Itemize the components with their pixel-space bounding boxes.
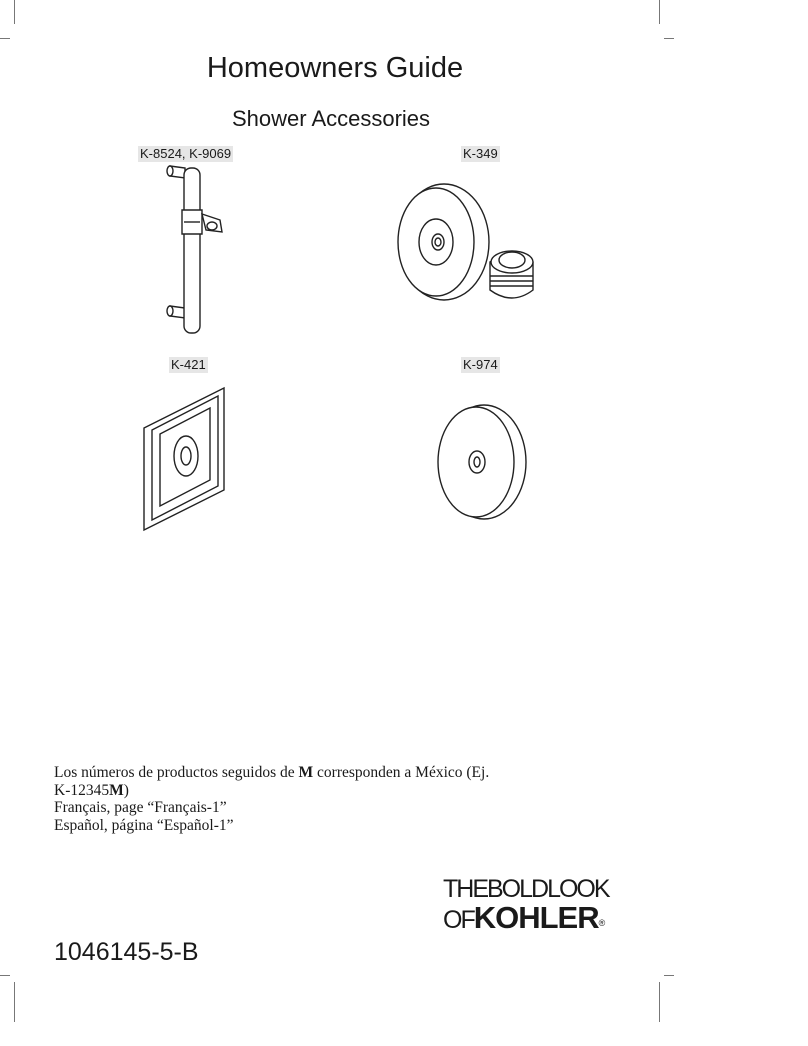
page-subtitle: Shower Accessories (231, 106, 431, 131)
product-label-slide-bar: K-8524, K-9069 (140, 146, 232, 161)
document-number: 1046145-5-B (54, 938, 199, 966)
crop-mark (659, 982, 660, 1022)
round-escutcheon-icon (428, 400, 528, 528)
crop-mark (659, 0, 660, 24)
crop-mark (0, 975, 10, 976)
crop-mark (664, 38, 674, 39)
square-escutcheon-icon (138, 384, 230, 532)
slide-bar-icon (150, 160, 240, 345)
product-label-round-escutcheon: K-974 (463, 357, 498, 372)
crop-mark (14, 982, 15, 1022)
note-text: Los números de productos seguidos de (54, 764, 299, 781)
spanish-page-reference: Español, página “Español-1” (54, 816, 234, 834)
note-text: corresponden a México (Ej. (313, 764, 490, 781)
french-page-reference: Français, page “Français-1” (54, 799, 227, 816)
note-bold: M (298, 764, 314, 781)
page-title: Homeowners Guide (206, 52, 464, 84)
logo-brand-line (443, 900, 609, 938)
crop-mark (0, 38, 10, 39)
crop-mark (14, 0, 15, 24)
note-text: ) (123, 781, 129, 799)
escutcheon-with-cap-icon (392, 180, 544, 310)
note-line (54, 782, 614, 800)
product-label-escutcheon-cap: K-349 (463, 146, 498, 161)
language-note (54, 764, 614, 834)
logo-of: OF (443, 906, 474, 934)
registered-mark: ® (598, 918, 606, 928)
product-label-square-escutcheon: K-421 (171, 357, 206, 372)
crop-mark (664, 975, 674, 976)
logo-brand: KOHLER (473, 900, 599, 935)
kohler-logo (443, 876, 609, 938)
note-bold: M (109, 781, 124, 799)
note-line (54, 764, 614, 782)
logo-tagline: THEBOLDLOOK (443, 875, 609, 903)
note-text: K-12345 (54, 781, 110, 799)
